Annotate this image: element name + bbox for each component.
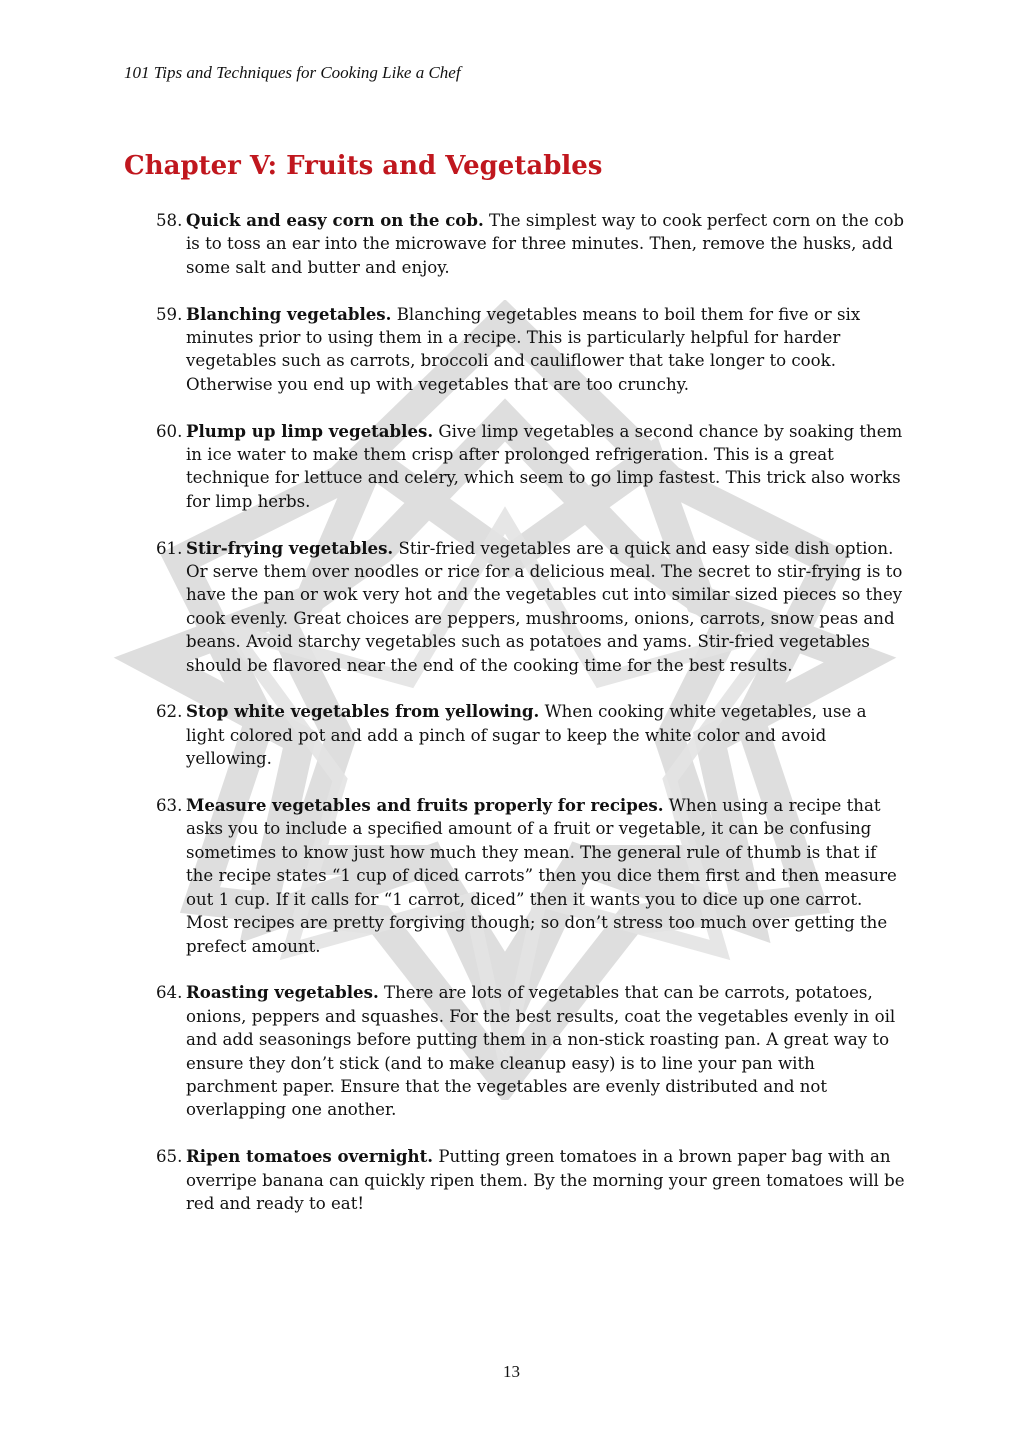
tip-title: Roasting vegetables. [186,982,379,1003]
tips-list [146,209,906,1239]
tip-title: Blanching vegetables. [186,303,392,324]
tip-number: 63. [156,796,183,816]
page-number: 13 [503,1362,520,1381]
tip-title: Quick and easy corn on the cob. [186,210,484,230]
tip-body: Blanching vegetables means to boil them for five or six minutes prior to using them in a recipe. This is particularly helpful for harder vegetables such as carrots, broccoli and cauliflower that take longer to cook. Otherwise you end up with vegetables that are too crunchy. [186,304,861,394]
chapter-title: Chapter V: Fruits and Vegetables [124,151,603,181]
tip-body: There are lots of vegetables that can be carrots, potatoes, onions, peppers and squashes. For the best results, coat the vegetables evenly in oil and add seasonings before putting them in a non-stick roasting pan. A great way to ensure they don’t stick (and to make cleanup easy) is to line your pan with parchment paper. Ensure that the vegetables are evenly distributed and not overlapping one another. [186,983,896,1120]
running-header: 101 Tips and Techniques for Cooking Like a Chef [124,63,461,82]
tip-number: 58. [156,211,183,230]
tip-body: Give limp vegetables a second chance by soaking them in ice water to make them crisp after prolonged refrigeration. This is a great technique for lettuce and celery, which seem to go limp fastest. This trick also works for limp herbs. [186,421,903,511]
tip-title: Plump up limp vegetables. [186,420,434,441]
tip-title: Stir-frying vegetables. [186,537,394,558]
tip-62 [146,700,906,770]
tip-63 [146,794,906,958]
tip-61 [146,537,906,677]
tip-59 [146,303,906,397]
tip-number: 65. [156,1147,183,1167]
tip-title: Measure vegetables and fruits properly for recipes. [186,795,664,816]
tip-number: 61. [156,538,183,558]
tip-number: 59. [156,304,183,324]
tip-60 [146,420,906,514]
tip-title: Stop white vegetables from yellowing. [186,701,540,722]
tip-body: Putting green tomatoes in a brown paper bag with an overripe banana can quickly ripen them. By the morning your green tomatoes will be red and ready to eat! [186,1147,905,1213]
tip-body: When cooking white vegetables, use a light colored pot and add a pinch of sugar to keep the white color and avoid yellowing. [186,702,867,769]
tip-body: Stir-fried vegetables are a quick and easy side dish option. Or serve them over noodles or rice for a delicious meal. The secret to stir-frying is to have the pan or wok very hot and the vegetables cut into similar sized pieces so they cook evenly. Great choices are peppers, mushrooms, onions, carrots, snow peas and beans. Avoid starchy vegetables such as potatoes and yams. Stir-fried vegetables should be flavored near the end of the cooking time for the best results. [186,538,903,675]
tip-number: 64. [156,983,183,1003]
tip-body: When using a recipe that asks you to include a specified amount of a fruit or vegetable, it can be confusing sometimes to know just how much they mean. The general rule of thumb is that if the recipe states “1 cup of diced carrots” then you dice them first and then measure out 1 cup. If it calls for “1 carrot, diced” then it wants you to dice up one carrot. Most recipes are pretty forgiving though; so don’t stress too much over getting the prefect amount. [186,796,897,956]
tip-65 [146,1145,906,1215]
tip-number: 62. [156,702,183,722]
tip-title: Ripen tomatoes overnight. [186,1146,434,1167]
tip-58 [146,209,906,279]
tip-64 [146,981,906,1121]
tip-body: The simplest way to cook perfect corn on the cob is to toss an ear into the microwave for three minutes. Then, remove the husks, add some salt and butter and enjoy. [186,211,904,277]
tip-number: 60. [156,421,183,441]
